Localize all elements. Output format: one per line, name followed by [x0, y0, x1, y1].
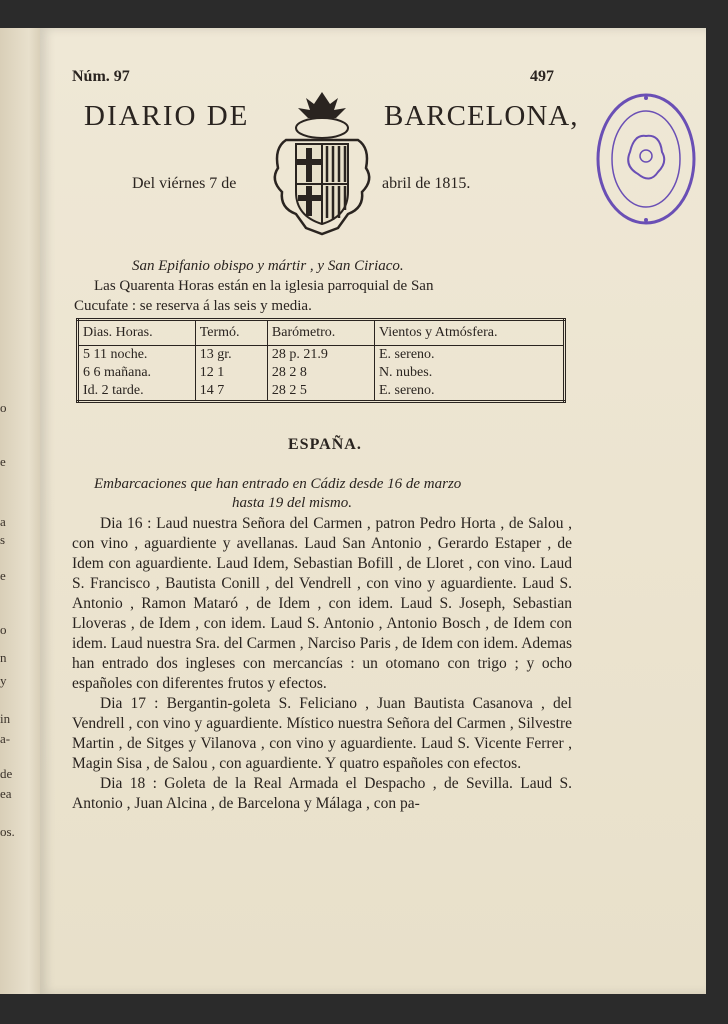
weather-cell: 13 gr. [195, 346, 267, 365]
section-title: ESPAÑA. [288, 436, 362, 453]
weather-cell: Id. 2 tarde. [78, 382, 196, 402]
weather-header-cell: Barómetro. [267, 320, 374, 346]
newspaper-page [40, 28, 706, 994]
weather-header-cell: Vientos y Atmósfera. [374, 320, 564, 346]
left-page-fragment: a [0, 514, 6, 529]
left-page-fragment: s [0, 532, 6, 547]
weather-cell: 6 6 mañana. [78, 364, 196, 382]
article-body [72, 514, 572, 814]
coat-of-arms-icon [266, 88, 378, 238]
left-page-fragment: a- [0, 731, 11, 746]
article-subtitle-line-2: hasta 19 del mismo. [232, 495, 352, 511]
weather-cell: E. sereno. [378, 383, 435, 398]
weather-row [78, 346, 565, 365]
library-stamp-icon [594, 90, 698, 228]
weather-header-cell: Termó. [195, 320, 267, 346]
weather-header-row [78, 320, 565, 346]
date-right: abril de 1815. [382, 175, 471, 192]
left-page-fragment: y [0, 673, 7, 688]
left-page-fragment: ea [0, 786, 12, 801]
article-subtitle-line-1: Embarcaciones que han entrado en Cádiz desde 16 de marzo [94, 476, 462, 492]
weather-row [78, 382, 565, 402]
issue-number: Núm. 97 [72, 68, 130, 85]
weather-cell: 28 p. 21.9 [267, 346, 374, 365]
page-number: 497 [530, 68, 554, 85]
left-page-fragment: e [0, 568, 6, 583]
weather-cell: 12 1 [195, 364, 267, 382]
masthead-title-left: DIARIO DE [84, 100, 250, 132]
forty-hours-line-2: Cucufate : se reserva á las seis y media. [74, 298, 312, 314]
weather-cell: 14 7 [195, 382, 267, 402]
date-left: Del viérnes 7 de [132, 175, 237, 192]
left-page-fragment: n [0, 650, 7, 665]
weather-table [76, 318, 566, 403]
left-page-fragment: e [0, 454, 6, 469]
weather-cell: 28 2 5 [267, 382, 374, 402]
weather-cell: N. nubes. [378, 365, 433, 380]
paragraph-dia-17: Dia 17 : Bergantin-goleta S. Feliciano , Juan Bautista Casanova , del Vendrell , con vino y aguardiente. Místico nuestra Señora del Carmen , Silvestre Martin , de Sitges y Vilanova , con vino y aguardiente. Laud S. Vicente Ferrer , Magin Sisa , de Salou , con aguardiente. Y quatro españoles con efectos. [72, 695, 572, 772]
weather-cell: 28 2 8 [267, 364, 374, 382]
forty-hours-line-1: Las Quarenta Horas están en la iglesia parroquial de San [94, 278, 434, 294]
saints-of-the-day: San Epifanio obispo y mártir , y San Ciriaco. [132, 258, 404, 274]
paragraph-dia-18: Dia 18 : Goleta de la Real Armada el Despacho , de Sevilla. Laud S. Antonio , Juan Alcina , de Barcelona y Málaga , con pa- [72, 775, 572, 812]
masthead-title-right: BARCELONA, [384, 100, 579, 132]
left-page-fragment: o [0, 622, 7, 637]
left-page-fragment: in [0, 711, 11, 726]
left-page-fragment: o [0, 400, 7, 415]
weather-cell: E. sereno. [378, 347, 435, 362]
weather-row [78, 364, 565, 382]
weather-cell: 5 11 noche. [78, 346, 196, 365]
weather-header-cell: Dias. Horas. [78, 320, 196, 346]
left-page-fragment: os. [0, 824, 15, 839]
left-page-fragment: de [0, 766, 13, 781]
paragraph-dia-16: Dia 16 : Laud nuestra Señora del Carmen , patron Pedro Horta , de Salou , con vino , aguardiente y avellanas. Laud San Antonio , Gerardo Estaper , de Idem con aguardiente. Laud Idem, Sebastian Bofill , de Lloret , con vino. Laud S. Francisco , Bautista Conill , del Vendrell , con vino y aguardiente. Laud S. Antonio , Ramon Mataró , de Idem , con idem. Laud S. Joseph, Sebastian Lloveras , de Idem , con idem. Laud S. Antonio , Antonio Bosch , de Idem con idem. Laud nuestra Sra. del Carmen , Narciso Paris , de Idem con idem. Ademas han entrado dos ingleses con mercancías : un otomano con trigo ; y ocho españoles con diferentes frutos y efectos. [72, 515, 572, 692]
